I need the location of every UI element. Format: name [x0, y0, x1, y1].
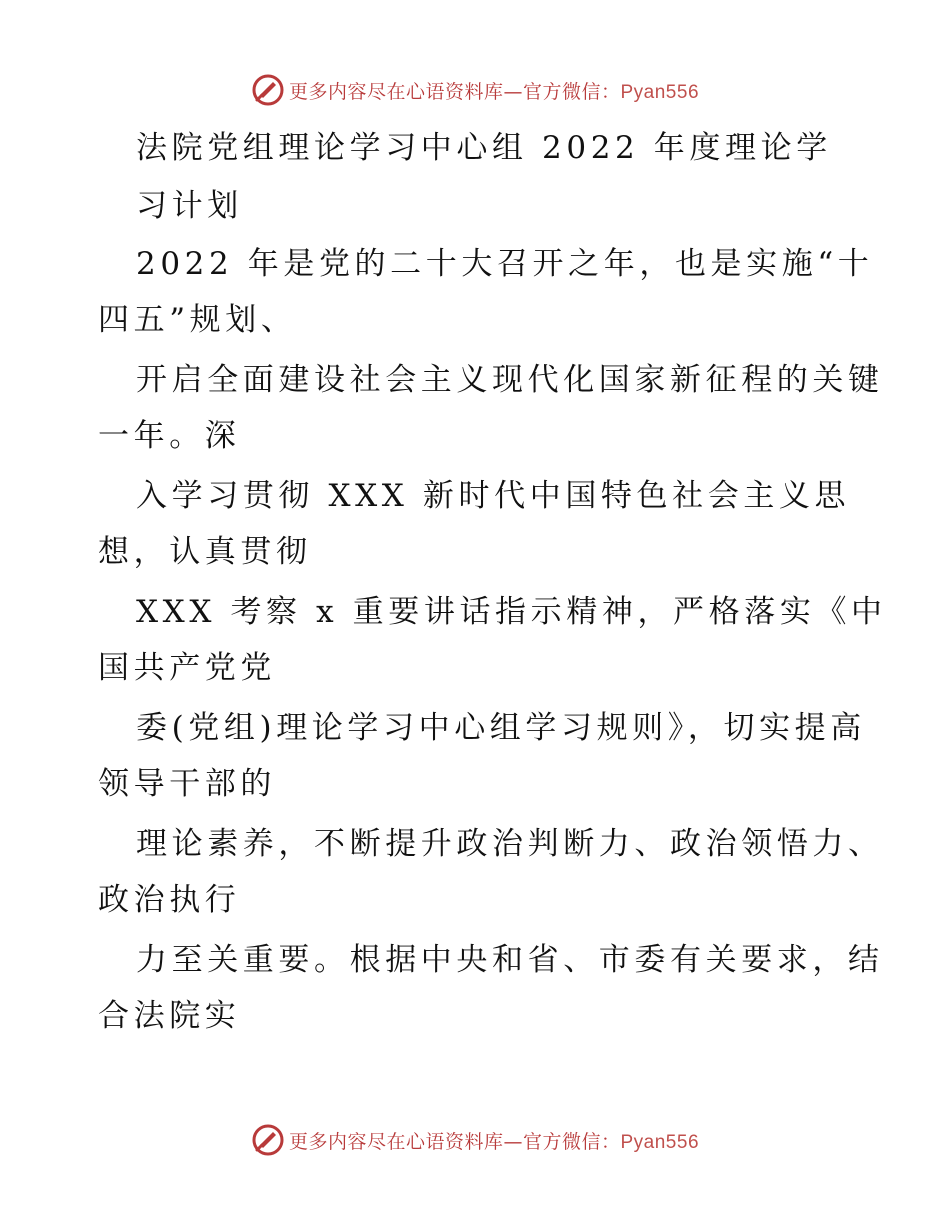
paragraph-line: 领导干部的 — [98, 766, 276, 802]
footer-banner-content — [251, 1123, 699, 1157]
paragraph-line: 2022 年是党的二十大召开之年，也是实施“十 — [136, 246, 874, 282]
banner-wechat-id: Pyan556 — [620, 1131, 700, 1153]
paragraph-line: 一年。深 — [98, 418, 241, 454]
brand-seal-icon — [251, 73, 285, 107]
paragraph-line: 力至关重要。根据中央和省、市委有关要求，结 — [136, 942, 884, 978]
document-title-line-1: 法院党组理论学习中心组 2022 年度理论学 — [136, 130, 832, 166]
banner-slogan: 更多内容尽在心语资料库 — [288, 80, 504, 103]
banner-wechat-label: 官方微信： — [522, 1130, 621, 1153]
banner-wechat-label: 官方微信： — [522, 80, 621, 103]
paragraph-line: 国共产党党 — [98, 650, 276, 686]
paragraph-line: 委(党组)理论学习中心组学习规则》，切实提高 — [136, 710, 866, 746]
footer-banner — [0, 1120, 950, 1160]
banner-separator: — — [503, 1130, 523, 1153]
header-banner — [0, 70, 950, 110]
banner-text — [289, 77, 699, 104]
paragraph-line: 想，认真贯彻 — [98, 534, 312, 570]
paragraph-line: XXX 考察 x 重要讲话指示精神，严格落实《中 — [136, 594, 887, 630]
paragraph-line: 政治执行 — [98, 882, 241, 918]
banner-text — [289, 1127, 699, 1154]
paragraph-line: 入学习贯彻 XXX 新时代中国特色社会主义思 — [136, 478, 851, 514]
paragraph-line: 开启全面建设社会主义现代化国家新征程的关键 — [136, 362, 884, 398]
header-banner-content — [251, 73, 699, 107]
paragraph-line: 理论素养，不断提升政治判断力、政治领悟力、 — [136, 826, 884, 862]
brand-seal-icon — [251, 1123, 285, 1157]
banner-slogan: 更多内容尽在心语资料库 — [288, 1130, 504, 1153]
banner-wechat-id: Pyan556 — [620, 81, 700, 103]
document-title-line-2: 习计划 — [136, 188, 243, 224]
paragraph-line: 四五”规划、 — [98, 302, 297, 338]
banner-separator: — — [503, 80, 523, 103]
paragraph-line: 合法院实 — [98, 998, 241, 1034]
